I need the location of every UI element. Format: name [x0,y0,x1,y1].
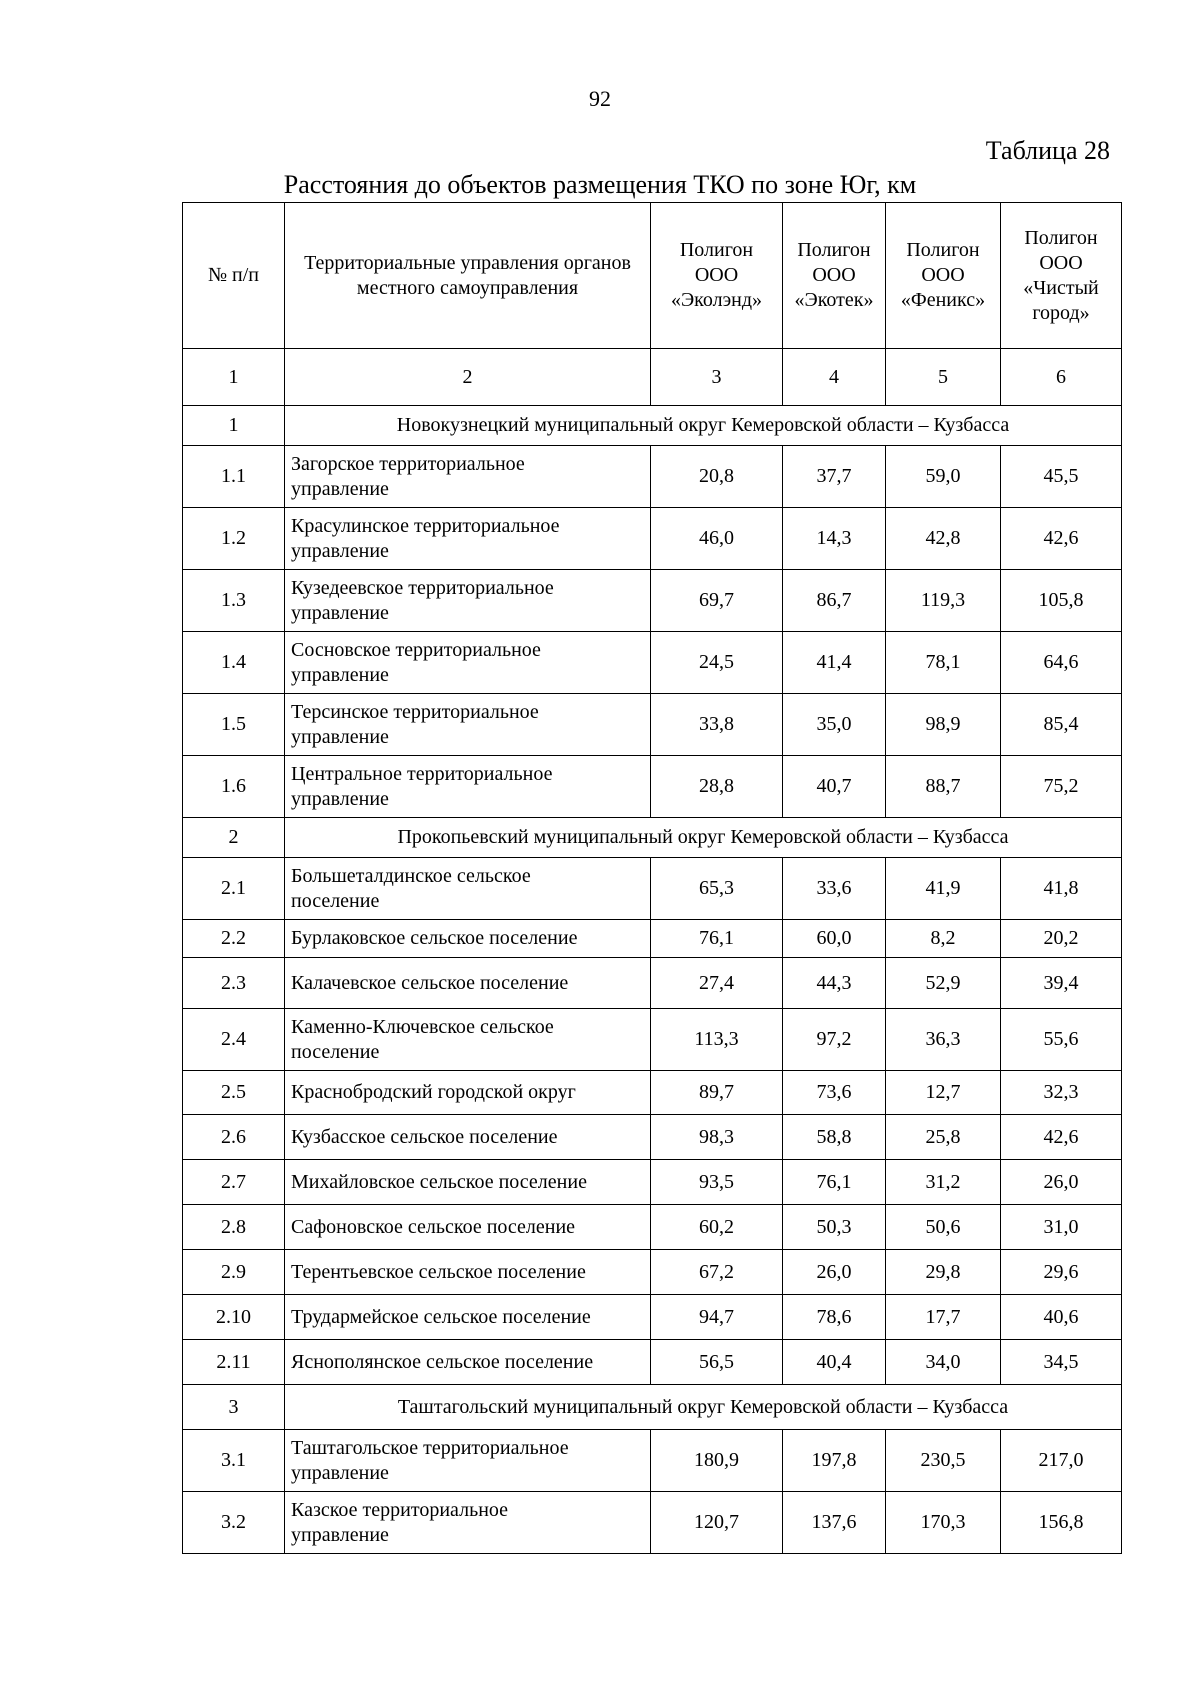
column-number: 5 [886,349,1001,406]
row-number: 1.2 [183,508,285,570]
territory-name [285,446,651,508]
distance-value: 50,3 [783,1205,886,1250]
distance-value: 67,2 [651,1250,783,1295]
territory-name-line: управление [291,539,389,562]
distance-value: 97,2 [783,1009,886,1071]
distance-value: 28,8 [651,756,783,818]
distance-value: 78,1 [886,632,1001,694]
distance-value: 230,5 [886,1430,1001,1492]
distance-value: 42,6 [1001,1115,1122,1160]
header-line: «Эколэнд» [670,289,763,311]
column-number: 6 [1001,349,1122,406]
territory-name-line: Сосновское территориальное [291,638,541,661]
territory-name-line: управление [291,1461,389,1484]
row-number: 2.7 [183,1160,285,1205]
territory-name-line: Кузедеевское территориальное [291,576,554,599]
row-number: 1.1 [183,446,285,508]
distance-value: 45,5 [1001,446,1122,508]
column-number: 2 [285,349,651,406]
header-row [183,203,1122,349]
header-line: Полигон [906,239,980,261]
territory-name-line: Таштагольское территориальное [291,1436,569,1459]
distance-value: 29,8 [886,1250,1001,1295]
distance-value: 44,3 [783,958,886,1009]
territory-name [285,1205,651,1250]
header-line: ООО [921,264,965,286]
header-line: город» [1032,301,1090,324]
header-line: Полигон [1024,226,1098,249]
header-line: ООО [694,264,739,286]
row-number: 1.3 [183,570,285,632]
territory-name [285,1250,651,1295]
territory-name [285,858,651,920]
distance-value: 217,0 [1001,1430,1122,1492]
distance-value: 37,7 [783,446,886,508]
distance-value: 85,4 [1001,694,1122,756]
distance-value: 8,2 [886,920,1001,958]
table-row [183,1340,1122,1385]
distance-value: 94,7 [651,1295,783,1340]
distance-value: 17,7 [886,1295,1001,1340]
header-line: Полигон [797,239,871,261]
distance-value: 52,9 [886,958,1001,1009]
table-row [183,1160,1122,1205]
territory-name [285,570,651,632]
table-row [183,632,1122,694]
row-number: 3 [183,1385,285,1430]
row-number: 2.11 [183,1340,285,1385]
group-row [183,406,1122,446]
distance-value: 78,6 [783,1295,886,1340]
group-row [183,1385,1122,1430]
row-number: 1.5 [183,694,285,756]
table-row [183,694,1122,756]
territory-name-line: поселение [291,889,380,912]
distance-value: 20,2 [1001,920,1122,958]
distance-value: 58,8 [783,1115,886,1160]
row-number: 3.1 [183,1430,285,1492]
distance-value: 36,3 [886,1009,1001,1071]
territory-name-line: управление [291,663,389,686]
territory-name-line: Трудармейское сельское поселение [291,1305,591,1328]
header-polygon-feniks [886,203,1001,349]
distance-value: 31,0 [1001,1205,1122,1250]
header-line: ООО [1039,251,1083,274]
distance-value: 119,3 [886,570,1001,632]
table-row [183,858,1122,920]
territory-name [285,1071,651,1115]
table-row [183,1115,1122,1160]
row-number: 2.8 [183,1205,285,1250]
header-line: «Феникс» [900,289,986,311]
territory-name [285,920,651,958]
distance-value: 33,6 [783,858,886,920]
territory-name [285,694,651,756]
distance-value: 76,1 [783,1160,886,1205]
territory-name [285,756,651,818]
row-number: 2.3 [183,958,285,1009]
territory-name-line: поселение [291,1040,380,1063]
territory-name [285,508,651,570]
distance-value: 65,3 [651,858,783,920]
distance-value: 40,7 [783,756,886,818]
row-number: 2.2 [183,920,285,958]
distance-value: 197,8 [783,1430,886,1492]
distance-table [182,202,1122,1554]
distance-value: 42,8 [886,508,1001,570]
distance-value: 46,0 [651,508,783,570]
territory-name [285,1340,651,1385]
distance-value: 73,6 [783,1071,886,1115]
territory-name-line: Каменно-Ключевское сельское [291,1015,554,1038]
distance-value: 170,3 [886,1492,1001,1554]
territory-name-line: управление [291,601,389,624]
distance-value: 64,6 [1001,632,1122,694]
distance-value: 35,0 [783,694,886,756]
distance-value: 32,3 [1001,1071,1122,1115]
territory-name-line: Красулинское территориальное [291,514,560,537]
distance-value: 14,3 [783,508,886,570]
table-row [183,1205,1122,1250]
row-number: 2.6 [183,1115,285,1160]
distance-value: 55,6 [1001,1009,1122,1071]
territory-name-line: управление [291,1523,389,1546]
distance-value: 86,7 [783,570,886,632]
distance-value: 69,7 [651,570,783,632]
distance-value: 26,0 [1001,1160,1122,1205]
territory-name-line: Михайловское сельское поселение [291,1170,587,1193]
column-number: 3 [651,349,783,406]
header-polygon-ekotek [783,203,886,349]
distance-value: 89,7 [651,1071,783,1115]
header-territory: Территориальные управления органов местного самоуправления [285,203,651,349]
distance-value: 50,6 [886,1205,1001,1250]
header-line: «Экотек» [794,289,874,311]
row-number: 3.2 [183,1492,285,1554]
distance-value: 40,6 [1001,1295,1122,1340]
distance-value: 40,4 [783,1340,886,1385]
territory-name-line: Большеталдинское сельское [291,864,531,887]
distance-value: 93,5 [651,1160,783,1205]
distance-value: 12,7 [886,1071,1001,1115]
distance-value: 59,0 [886,446,1001,508]
distance-value: 98,9 [886,694,1001,756]
territory-name-line: управление [291,725,389,748]
territory-name [285,1115,651,1160]
distance-value: 60,0 [783,920,886,958]
table-row [183,1430,1122,1492]
table-row [183,920,1122,958]
distance-value: 113,3 [651,1009,783,1071]
header-line: ООО [812,264,856,286]
table-row [183,1009,1122,1071]
table-row [183,1250,1122,1295]
header-polygon-ekolend [651,203,783,349]
distance-value: 34,5 [1001,1340,1122,1385]
territory-name-line: Центральное территориальное [291,762,553,785]
table-row [183,756,1122,818]
distance-value: 42,6 [1001,508,1122,570]
distance-value: 29,6 [1001,1250,1122,1295]
distance-value: 56,5 [651,1340,783,1385]
territory-name-line: Калачевское сельское поселение [291,971,569,994]
table-row [183,958,1122,1009]
group-title: Таштагольский муниципальный округ Кемеровской области – Кузбасса [285,1385,1122,1430]
table-row [183,446,1122,508]
column-number: 1 [183,349,285,406]
row-number: 2.10 [183,1295,285,1340]
territory-name [285,1160,651,1205]
table-label: Таблица 28 [985,136,1110,165]
distance-value: 41,9 [886,858,1001,920]
table-row [183,1071,1122,1115]
territory-name-line: Краснобродский городской округ [291,1081,576,1103]
distance-value: 33,8 [651,694,783,756]
distance-value: 88,7 [886,756,1001,818]
distance-value: 41,8 [1001,858,1122,920]
distance-value: 25,8 [886,1115,1001,1160]
distance-value: 24,5 [651,632,783,694]
header-polygon-chisty-gorod [1001,203,1122,349]
territory-name-line: управление [291,477,389,500]
row-number: 1.6 [183,756,285,818]
distance-value: 76,1 [651,920,783,958]
territory-name-line: Бурлаковское сельское поселение [291,927,578,949]
header-line: «Чистый [1023,276,1099,299]
territory-name-line: Казское территориальное [291,1498,509,1521]
group-row [183,818,1122,858]
row-number: 2.5 [183,1071,285,1115]
table-row [183,1492,1122,1554]
territory-name [285,1430,651,1492]
territory-name-line: Сафоновское сельское поселение [291,1215,576,1238]
territory-name [285,1295,651,1340]
distance-value: 41,4 [783,632,886,694]
table-row [183,508,1122,570]
table-row [183,1295,1122,1340]
header-num: № п/п [183,203,285,349]
row-number: 1.4 [183,632,285,694]
distance-value: 34,0 [886,1340,1001,1385]
distance-value: 120,7 [651,1492,783,1554]
row-number: 2 [183,818,285,858]
distance-value: 156,8 [1001,1492,1122,1554]
group-title: Прокопьевский муниципальный округ Кемеровской области – Кузбасса [285,818,1122,858]
row-number: 1 [183,406,285,446]
territory-name [285,632,651,694]
distance-value: 26,0 [783,1250,886,1295]
row-number: 2.4 [183,1009,285,1071]
distance-value: 105,8 [1001,570,1122,632]
table-title: Расстояния до объектов размещения ТКО по зоне Юг, км [283,170,917,199]
row-number: 2.9 [183,1250,285,1295]
territory-name [285,958,651,1009]
distance-value: 31,2 [886,1160,1001,1205]
distance-value: 137,6 [783,1492,886,1554]
distance-value: 180,9 [651,1430,783,1492]
territory-name [285,1492,651,1554]
column-number-row [183,349,1122,406]
distance-value: 27,4 [651,958,783,1009]
header-line: Полигон [679,239,754,261]
page-number: 92 [589,86,611,111]
distance-value: 20,8 [651,446,783,508]
territory-name-line: управление [291,787,389,810]
territory-name-line: Загорское территориальное [291,452,525,475]
distance-value: 75,2 [1001,756,1122,818]
distance-value: 60,2 [651,1205,783,1250]
territory-name-line: Терсинское территориальное [291,700,539,723]
distance-value: 39,4 [1001,958,1122,1009]
territory-name-line: Яснополянское сельское поселение [291,1350,594,1373]
distance-value: 98,3 [651,1115,783,1160]
table-row [183,570,1122,632]
territory-name-line: Терентьевское сельское поселение [291,1260,586,1283]
group-title: Новокузнецкий муниципальный округ Кемеровской области – Кузбасса [285,406,1122,446]
territory-name-line: Кузбасское сельское поселение [291,1125,558,1148]
territory-name [285,1009,651,1071]
row-number: 2.1 [183,858,285,920]
column-number: 4 [783,349,886,406]
